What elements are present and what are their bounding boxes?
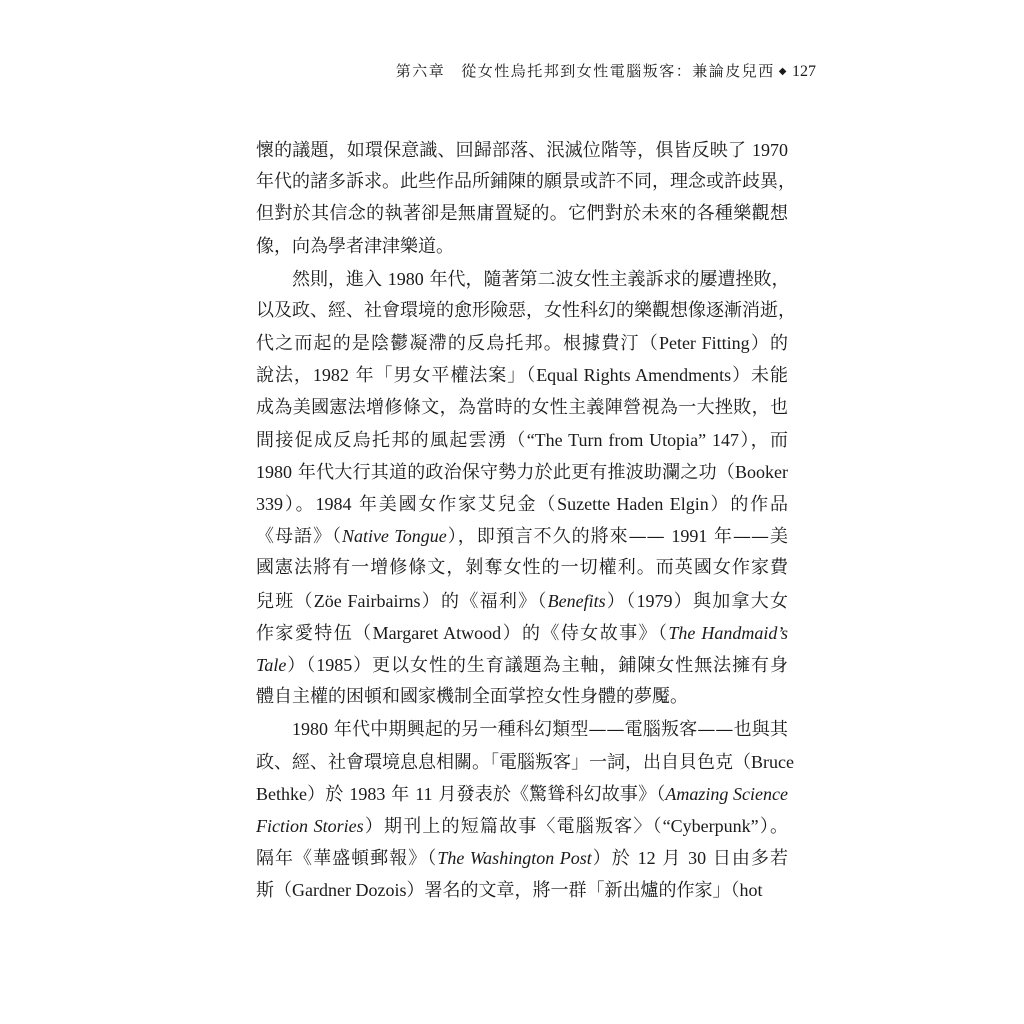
text-run: 30: [688, 848, 707, 869]
text-run: ）於: [307, 783, 350, 805]
text-run: 國憲法將有一增修條文，剝奪女性的一切權利。而英國女作家費: [256, 557, 788, 579]
text-run: 代之而起的是陰鬱凝滯的反烏托邦。根據費汀（: [256, 333, 659, 355]
text-line: [256, 810, 788, 842]
text-run: 11: [415, 783, 433, 804]
text-run: 隔年《華盛頓郵報》（: [256, 848, 438, 870]
text-line: [256, 520, 788, 552]
chapter-label: 第六章: [395, 62, 446, 80]
text-line: [256, 166, 796, 198]
text-run: ）於: [591, 848, 638, 870]
text-line: [256, 392, 788, 424]
text-line: [256, 263, 788, 295]
text-run: 1984: [315, 494, 352, 515]
chapter-title: 從女性烏托邦到女性電腦叛客：兼論皮兒西: [461, 62, 775, 80]
text-run: Benefits: [547, 590, 606, 611]
text-run: 年代的諸多訴求。此些作品所鋪陳的願景或許不同，理念或許歧異，: [256, 171, 796, 193]
text-run: Equal Rights Amendments: [536, 365, 732, 386]
text-run: Zöe Fairbairns: [313, 590, 421, 611]
text-run: 然則，進入: [292, 268, 388, 290]
text-run: 1983: [349, 783, 386, 804]
text-run: hot: [739, 880, 763, 901]
text-run: Tale: [256, 655, 287, 675]
text-run: 年「男女平權法案」（: [348, 365, 537, 387]
paragraph: [256, 134, 796, 263]
text-run: 年: [385, 783, 416, 805]
text-run: ）的: [749, 333, 788, 355]
text-run: Suzette Haden Elgin: [557, 494, 709, 515]
text-run: 年代大行其道的政治保守勢力於此更有推波助瀾之功（: [292, 461, 735, 483]
text-line: [256, 778, 788, 810]
text-run: ）。: [283, 494, 316, 516]
text-line: [256, 134, 788, 166]
text-run: ）更以女性的生育議題為主軸，鋪陳女性無法擁有身: [352, 655, 788, 676]
page-number: 127: [792, 63, 816, 80]
paragraph: [256, 263, 796, 714]
text-run: 作家愛特伍（: [256, 622, 373, 644]
text-run: ）期刊上的短篇故事〈電腦叛客〉（: [363, 815, 663, 837]
text-line: [256, 681, 788, 713]
text-line: [256, 842, 788, 874]
text-line: [256, 359, 788, 391]
text-run: 12: [637, 848, 656, 869]
text-run: The Handmaid’s: [668, 622, 789, 643]
text-run: 1980: [292, 719, 328, 740]
text-run: Booker: [735, 461, 788, 482]
text-run: Bethke: [256, 783, 307, 804]
text-run: 間接促成反烏托邦的風起雲湧（: [256, 429, 527, 451]
text-run: 以及政、經、社會環境的愈形險惡，女性科幻的樂觀想像逐漸消逝，: [256, 299, 796, 321]
text-run: 說法，: [256, 365, 313, 387]
text-run: Fiction Stories: [256, 815, 364, 836]
text-run: 像，向為學者津津樂道。: [256, 235, 454, 257]
text-run: 成為美國憲法增修條文，為當時的女性主義陣營視為一大挫敗，也: [256, 396, 788, 418]
text-run: ），而: [739, 429, 789, 451]
text-run: 1970: [752, 140, 788, 160]
text-run: 斯（: [256, 880, 292, 902]
text-run: 月發表於《驚聳科幻故事》（: [432, 783, 666, 805]
text-line: [256, 649, 788, 681]
text-run: Margaret Atwood: [372, 622, 502, 643]
text-run: Bruce: [751, 751, 794, 772]
text-run: 年代中期興起的另一種科幻類型——電腦叛客——也與其: [328, 719, 788, 741]
text-run: 兒班（: [256, 590, 314, 612]
text-run: 日由多若: [706, 848, 788, 870]
text-run: 體自主權的困頓和國家機制全面掌控女性身體的夢魘。: [256, 686, 688, 708]
text-line: [256, 488, 788, 520]
text-run: “The Turn from Utopia” 147: [526, 429, 739, 450]
text-line: [256, 585, 788, 617]
text-run: 年代，隨著第二波女性主義訴求的屢遭挫敗，: [423, 268, 790, 290]
text-run: Amazing Science: [665, 783, 788, 804]
text-run: ）未能: [731, 365, 788, 387]
text-run: ）與加拿大女: [672, 590, 789, 612]
running-head: [256, 60, 816, 81]
text-run: ），即預言不久的將來——: [446, 526, 672, 548]
text-line: [256, 295, 796, 327]
text-run: 1982: [312, 365, 349, 386]
text-run: 339: [256, 494, 283, 515]
text-run: Peter Fitting: [658, 333, 750, 354]
text-run: 1980: [387, 268, 424, 289]
text-run: 政、經、社會環境息息相關。「電腦叛客」一詞，出自貝色克（: [256, 751, 751, 773]
text-line: [256, 231, 788, 263]
text-run: 1980: [256, 461, 292, 482]
text-run: 《母語》（: [256, 526, 342, 548]
text-line: [256, 746, 794, 778]
text-run: ）（: [286, 655, 317, 676]
text-run: 1991: [671, 526, 708, 547]
text-run: The Washington Post: [437, 848, 592, 869]
text-run: ）的《侍女故事》（: [501, 622, 669, 644]
text-run: ）的作品: [708, 494, 788, 516]
text-run: ）署名的文章，將一群「新出爐的作家」（: [406, 880, 740, 902]
text-run: “Cyberpunk”: [662, 815, 759, 836]
text-run: Native Tongue: [341, 526, 447, 547]
text-line: [256, 617, 788, 649]
text-run: 年美國女作家艾兒金（: [351, 494, 558, 516]
text-line: [256, 874, 788, 906]
text-run: 年——美: [707, 526, 788, 548]
text-line: [256, 198, 788, 230]
paragraph: [256, 713, 794, 906]
text-run: 1979: [636, 590, 673, 611]
text-run: Gardner Dozois: [292, 880, 407, 901]
diamond-ornament-icon: ◆: [778, 66, 788, 77]
text-run: ）。: [758, 815, 788, 837]
text-run: 但對於其信念的執著卻是無庸置疑的。它們對於未來的各種樂觀想: [256, 203, 788, 225]
text-line: [256, 552, 788, 584]
text-run: ）的《福利》（: [420, 590, 548, 612]
text-line: [256, 713, 788, 745]
text-run: 月: [655, 848, 689, 870]
text-line: [256, 456, 788, 488]
text-run: 1985: [316, 655, 353, 675]
text-run: 懷的議題，如環保意識、回歸部落、泯滅位階等，俱皆反映了: [256, 140, 752, 161]
text-run: ）（: [605, 590, 637, 612]
text-line: [256, 424, 788, 456]
body-text: [256, 134, 796, 907]
text-line: [256, 327, 788, 359]
